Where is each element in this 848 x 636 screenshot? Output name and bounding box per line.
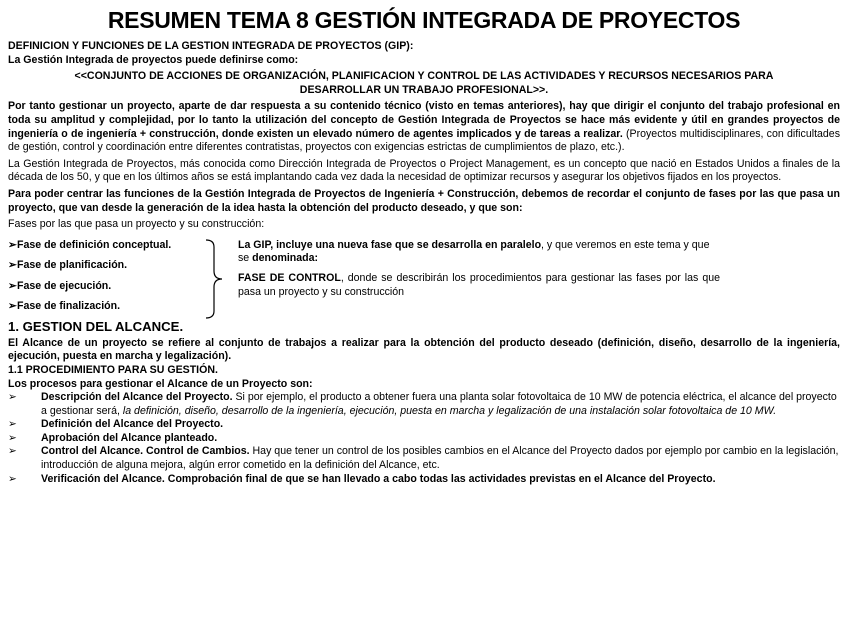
phase-label: Fase de planificación. — [17, 259, 128, 272]
curly-brace-icon — [204, 239, 226, 319]
phase-label: Fase de definición conceptual. — [17, 238, 172, 251]
list-item — [8, 445, 840, 472]
item-bold: Descripción del Alcance del Proyecto. — [41, 391, 233, 404]
document-page — [8, 4, 840, 486]
arrow-bullet-icon: ➢ — [8, 238, 17, 251]
page-title: RESUMEN TEMA 8 GESTIÓN INTEGRADA DE PROYECTOS — [107, 7, 741, 33]
subsection-heading: 1.1 PROCEDIMIENTO PARA SU GESTIÓN. — [8, 363, 218, 376]
phase-item — [8, 235, 208, 256]
control-phase-regular: , donde se describirán los procedimientos para gestionar las fases por las que pasa un proyecto y su construcción — [238, 271, 721, 298]
control-phase-note — [238, 272, 720, 299]
gip-note — [238, 239, 720, 266]
list-item — [8, 473, 840, 487]
list-item — [8, 391, 840, 418]
control-phase-bold: FASE DE CONTROL — [238, 271, 341, 284]
paragraph-gestionar — [8, 100, 840, 154]
item-bold: Verificación del Alcance. Comprobación final de que se han llevado a cabo todas las actividades previstas en el Alcance del Proyecto. — [41, 472, 716, 485]
gip-definition-heading: DEFINICION Y FUNCIONES DE LA GESTION INTEGRADA DE PROYECTOS (GIP): — [8, 40, 414, 52]
alcance-definition: El Alcance de un proyecto se refiere al conjunto de trabajos a realizar para la obtención del producto deseado (definición, diseño, desarrollo de la ingeniería, ejecución, puesta en marcha y legalización). — [8, 336, 840, 363]
arrow-bullet-icon: ➢ — [8, 300, 17, 313]
phase-item — [8, 276, 208, 297]
paragraph-gestionar-regular: (Proyectos multidisciplinares, con dificultades de gestión, control y coordinación entre diferentes contratistas, proyectos con exigencias estrictas de cumplimientos de plazo, etc.). — [8, 127, 840, 154]
paragraph-gestionar-bold: Por tanto gestionar un proyecto, aparte de dar respuesta a su contenido técnico (visto en temas anteriores), hay que dirigir el conjunto del trabajo profesional en toda su amplitud y complejidad, por lo tanto la utilización del concepto de Gestión Integrada de Proyectos se hace más evidente y útil en grandes proyectos de ingeniería o de ingeniería + construcción, donde existen un elevado número de agentes implicados y de tareas a realizar. — [8, 100, 840, 140]
item-regular: Si por ejemplo, el producto a obtener fuera una planta solar fotovoltaica de 10 MW de potencia eléctrica, el alcance del proyecto a gestionar será, — [41, 391, 837, 417]
phase-notes — [238, 239, 720, 299]
phases-block — [8, 235, 840, 319]
item-italic: la definición, diseño, desarrollo de la ingeniería, ejecución, puesta en marcha y legalización de una instalación solar fotovoltaica de 10 MW. — [122, 404, 777, 417]
definition-lead: La Gestión Integrada de proyectos puede definirse como: — [8, 53, 299, 66]
arrow-bullet-icon: ➢ — [8, 472, 17, 485]
item-bold: Control del Alcance. Control de Cambios. — [41, 445, 250, 458]
phases-lead: Fases por las que pasa un proyecto y su construcción: — [8, 218, 265, 231]
section-heading-alcance: 1. GESTION DEL ALCANCE. — [8, 318, 184, 334]
gip-note-bold: La GIP — [238, 238, 271, 251]
phases-list — [8, 235, 208, 317]
list-item — [8, 432, 840, 446]
definition-quote: <<CONJUNTO DE ACCIONES DE ORGANIZACIÓN, PLANIFICACION Y CONTROL DE LAS ACTIVIDADES Y RECURSOS NECESARIOS PARA DESARROLLAR UN TRABAJO PROFESIONAL>>. — [74, 70, 774, 96]
list-item — [8, 418, 840, 432]
gip-note-regular: , y que veremos en este tema y que se — [238, 238, 710, 265]
phase-item — [8, 296, 208, 317]
paragraph-project-management: La Gestión Integrada de Proyectos, más conocida como Dirección Integrada de Proyectos o Project Management, es un concepto que nació en Estados Unidos a finales de la década de los 50, y que en los últimos años se está implantando cada vez dada la necesidad de optimizar recursos y asegurar los objetivos fijados en los proyectos. — [8, 157, 840, 184]
gip-note-bold-rest: , incluye una nueva fase que se desarrolla en paralelo — [270, 238, 542, 251]
arrow-bullet-icon: ➢ — [8, 391, 17, 404]
phase-label: Fase de finalización. — [17, 300, 121, 313]
arrow-bullet-icon: ➢ — [8, 431, 17, 444]
arrow-bullet-icon: ➢ — [8, 259, 17, 272]
process-list-lead: Los procesos para gestionar el Alcance de un Proyecto son: — [8, 377, 313, 390]
arrow-bullet-icon: ➢ — [8, 418, 17, 431]
arrow-bullet-icon: ➢ — [8, 445, 17, 458]
arrow-bullet-icon: ➢ — [8, 279, 17, 292]
item-bold: Definición del Alcance del Proyecto. — [41, 418, 224, 431]
phase-item — [8, 255, 208, 276]
phase-label: Fase de ejecución. — [17, 279, 112, 292]
gip-note-end: denominada: — [252, 252, 319, 265]
item-regular: Hay que tener un control de los posibles cambios en el Alcance del Proyecto dados por ejemplo por cambio en la legislación, introducción de alguna mejora, algún error cometido en la definición del Alcance, etc. — [41, 445, 839, 472]
item-bold: Aprobación del Alcance planteado. — [41, 431, 218, 444]
paragraph-fases-intro: Para poder centrar las funciones de la Gestión Integrada de Proyectos de Ingeniería + Construcción, debemos de recordar el conjunto de fases por las que pasa un proyecto, que van desde la generación de la idea hasta la obtención del producto deseado, y que son: — [8, 187, 840, 214]
process-list — [8, 391, 840, 486]
